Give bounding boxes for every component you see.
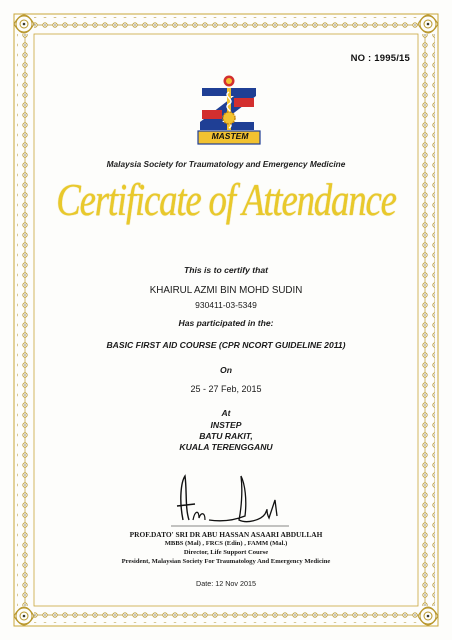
issue-date: Date: 12 Nov 2015 [196,579,256,588]
certify-line: This is to certify that [183,265,269,275]
recipient-name: KHAIRUL AZMI BIN MOHD SUDIN [149,285,303,296]
society-name: Malaysia Society for Traumatology and Emergency Medicine [106,159,346,169]
signer-name: PROF.DATO' SRI DR ABU HASSAN ASAARI ABDULLAH [129,530,323,539]
signer-qualifications: MBBS (Mal) , FRCS (Edin) , FAMM (Mal.) [164,540,288,547]
logo-label: MASTEM [211,131,249,141]
certificate-number: NO : 1995/15 [350,53,410,64]
venue-line-3: KUALA TERENGGANU [179,442,273,452]
venue-line-2: BATU RAKIT, [199,431,253,441]
on-label: On [220,365,232,375]
participated-line: Has participated in the: [178,318,274,328]
course-name: BASIC FIRST AID COURSE (CPR NCORT GUIDELINE 2011) [106,340,346,350]
at-label: At [221,408,231,418]
signer-role: Director, Life Support Course [183,549,269,556]
course-dates: 25 - 27 Feb, 2015 [190,384,262,394]
certificate-title: Certificate of Attendance [56,175,396,225]
signer-position: President, Malaysian Society For Traumatology And Emergency Medicine [121,558,331,565]
signature [165,470,295,528]
recipient-id: 930411-03-5349 [195,300,257,310]
venue-line-1: INSTEP [210,420,242,430]
